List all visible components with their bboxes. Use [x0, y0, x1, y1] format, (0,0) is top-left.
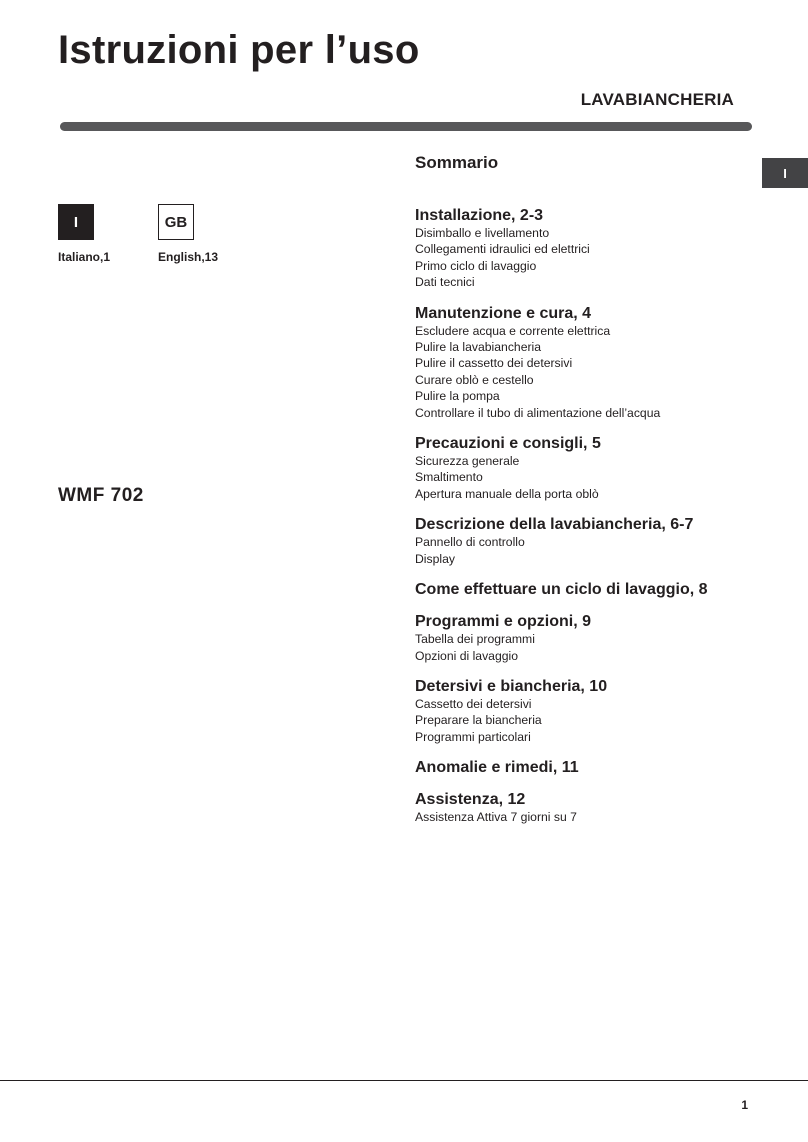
toc-item[interactable]: Disimballo e livellamento: [415, 226, 550, 240]
toc-item[interactable]: Preparare la biancheria: [415, 713, 542, 728]
language-label: English,13: [158, 250, 219, 264]
toc-item[interactable]: Tabella dei programmi: [415, 632, 535, 647]
language-english[interactable]: [158, 204, 218, 264]
language-code-badge: I: [58, 204, 94, 240]
toc-item[interactable]: Pulire il cassetto dei detersivi: [415, 356, 573, 371]
toc-item[interactable]: Collegamenti idraulici ed elettrici: [415, 242, 590, 257]
toc-section-title[interactable]: Precauzioni e consigli, 5: [415, 435, 601, 453]
language-label: Italiano,1: [58, 250, 111, 264]
toc-title: Sommario: [415, 153, 499, 172]
model-name: WMF 702: [58, 485, 144, 506]
header-divider: [60, 122, 752, 131]
toc-section-title[interactable]: Detersivi e biancheria, 10: [415, 677, 608, 695]
toc-item[interactable]: Escludere acqua e corrente elettrica: [415, 323, 611, 338]
language-code-badge: GB: [158, 204, 194, 240]
toc-section: [415, 304, 775, 421]
toc-item[interactable]: Pannello di controllo: [415, 535, 525, 550]
toc-item[interactable]: Pulire la pompa: [415, 389, 500, 404]
toc-section-title[interactable]: Programmi e opzioni, 9: [415, 613, 592, 631]
toc-section: [415, 580, 775, 599]
language-side-tab: I: [762, 158, 808, 188]
toc-item[interactable]: Display: [415, 551, 455, 566]
toc-item[interactable]: Smaltimento: [415, 470, 483, 485]
toc-section: [415, 434, 775, 502]
toc-item[interactable]: Cassetto dei detersivi: [415, 696, 532, 711]
toc-section-title[interactable]: Assistenza, 12: [415, 791, 526, 809]
toc-section: [415, 790, 775, 825]
toc-item[interactable]: Pulire la lavabiancheria: [415, 340, 542, 355]
page-number: 1: [741, 1098, 748, 1112]
toc-item[interactable]: Curare oblò e cestello: [415, 372, 534, 387]
table-of-contents: [415, 153, 775, 839]
toc-item[interactable]: Opzioni di lavaggio: [415, 648, 518, 663]
toc-item[interactable]: Dati tecnici: [415, 275, 475, 290]
footer-divider: [0, 1080, 808, 1081]
toc-section-title[interactable]: Manutenzione e cura, 4: [415, 304, 592, 322]
toc-sections: [415, 206, 775, 826]
toc-item[interactable]: Programmi particolari: [415, 729, 531, 744]
toc-item[interactable]: Primo ciclo di lavaggio: [415, 258, 537, 273]
toc-item[interactable]: Apertura manuale della porta oblò: [415, 486, 599, 501]
toc-item[interactable]: Assistenza Attiva 7 giorni su 7: [415, 810, 577, 825]
toc-section: [415, 515, 775, 567]
toc-section-title[interactable]: Installazione, 2-3: [415, 207, 544, 224]
toc-section: [415, 206, 775, 291]
toc-section: [415, 758, 775, 777]
toc-section-title[interactable]: Come effettuare un ciclo di lavaggio, 8: [415, 581, 708, 599]
toc-section-title[interactable]: Anomalie e rimedi, 11: [415, 759, 579, 777]
toc-item[interactable]: Sicurezza generale: [415, 454, 520, 469]
toc-section-title[interactable]: Descrizione della lavabiancheria, 6-7: [415, 516, 694, 534]
language-italian[interactable]: [58, 204, 110, 264]
toc-section: [415, 677, 775, 745]
product-category: LAVABIANCHERIA: [580, 90, 734, 109]
toc-section: [415, 612, 775, 664]
page-title: Istruzioni per l’uso: [58, 28, 420, 72]
toc-item[interactable]: Controllare il tubo di alimentazione dell’acqua: [415, 405, 661, 420]
